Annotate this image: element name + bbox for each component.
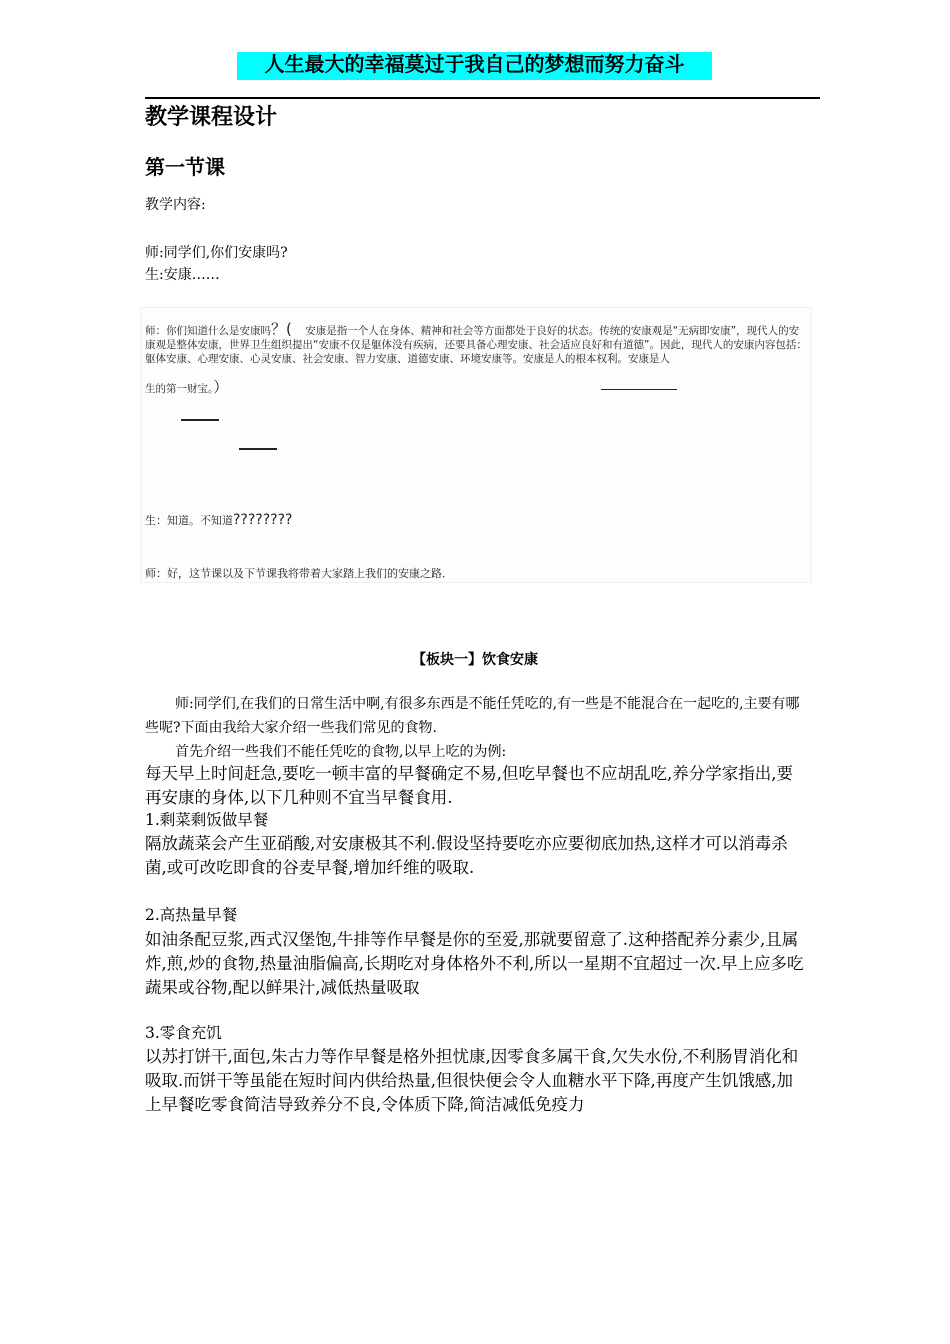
section-heading: 【板块一】饮食安康 [412,652,538,668]
question-mark: ？( [271,320,292,338]
item-2-body: 如油条配豆浆,西式汉堡饱,牛排等作早餐是你的至爱,那就要留意了.这种搭配养分素少,且属炸,煎,炒的食物,热量油脂偏高,长期吃对身体格外不利,所以一星期不宜超过一次.早上应多吃蔬果或谷物,配以鲜果汁,减低热量吸取 [145,930,804,997]
student-reply-mid: 不知道 [200,514,233,527]
teacher-closing: 师：好，这节课以及下节课我将带着大家踏上我们的安康之路． [145,567,453,580]
breakfast-paragraph: 每天早上时间赶急,要吃一顿丰富的早餐确定不易,但吃早餐也不应胡乱吃,养分学家指出,要再安康的身体,以下几种则不宜当早餐食用. [145,764,793,807]
student-reply-prefix: 生：知道。 [145,514,200,527]
blank-line [181,419,219,421]
health-definition: 安康是指一个人在身体、精神和社会等方面都处于良好的状态。传统的安康观是“无病即安康”，现代人的安康观是整体安康，世界卫生组织提出“安康不仅是躯体没有疾病，还要具备心理安康、社会适应良好和有道德”。因此，现代人的安康内容包括：躯体安康、心理安康、心灵安康、社会安康、智力安康、道德安康、环境安康等。安康是人的根本权利。安康是人 [145,325,807,365]
intro-paragraph-2: 首先介绍一些我们不能任凭吃的食物,以早上吃的为例: [175,744,507,760]
document-title: 教学课程设计 [145,105,278,130]
lesson-heading: 第一节课 [145,155,225,179]
content-label: 教学内容: [145,197,206,213]
item-2-title: 2.高热量早餐 [145,906,238,924]
blank-line [601,389,677,390]
item-3-title: 3.零食充饥 [145,1024,222,1042]
dialogue-image [140,307,812,583]
teacher-explanation [145,322,809,396]
blank-line [239,448,277,450]
intro-paragraph: 师:同学们,在我们的日常生活中啊,有很多东西是不能任凭吃的,有一些是不能混合在一起吃的,主要有哪些呢?下面由我给大家介绍一些我们常见的食物. [145,696,800,736]
motto-banner: 人生最大的幸福莫过于我自己的梦想而努力奋斗 [264,52,685,76]
teacher-question: 师:同学们,你们安康吗? [145,245,288,261]
student-reply-marks: ???????? [233,512,293,528]
health-definition-end: 生的第一财宝。 [145,383,214,395]
item-1-title: 1.剩菜剩饭做早餐 [145,811,269,829]
item-1-body: 隔放蔬菜会产生亚硝酸,对安康极其不利.假设坚持要吃亦应要彻底加热,这样才可以消毒杀菌,或可改吃即食的谷麦早餐,增加纤维的吸取. [145,834,788,877]
item-3-body: 以苏打饼干,面包,朱古力等作早餐是格外担忧康,因零食多属干食,欠失水份,不利肠胃消化和吸取.而饼干等虽能在短时间内供给热量,但很快便会令人血糖水平下降,再度产生饥饿感,加上早餐吃零食简洁导致养分不良,令体质下降,简洁减低免疫力 [145,1047,799,1114]
header-rule [145,97,820,99]
close-paren: ） [213,378,229,396]
student-reply [145,512,292,528]
student-answer: 生:安康…… [145,267,220,283]
teacher-prefix: 师：你们知道什么是安康吗 [145,325,271,337]
